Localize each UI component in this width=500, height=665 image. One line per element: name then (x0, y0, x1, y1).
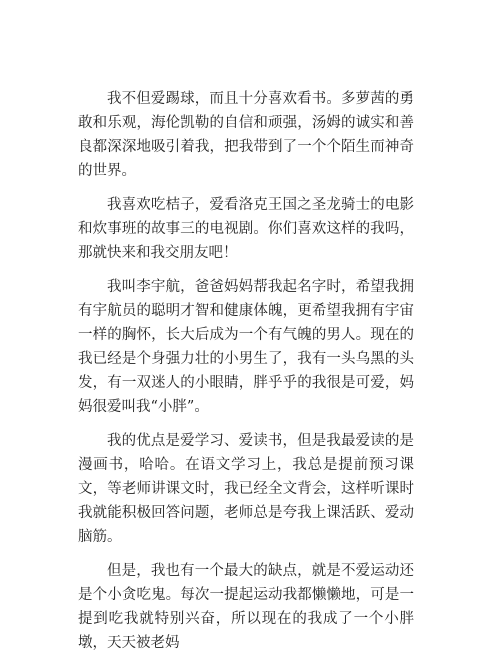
paragraph-2: 我喜欢吃桔子，爱看洛克王国之圣龙骑士的电影和炊事班的故事三的电视剧。你们喜欢这样的我吗，那就快来和我交朋友吧！ (78, 197, 414, 261)
paragraph-3: 我叫李宇航，爸爸妈妈帮我起名字时，希望我拥有宇航员的聪明才智和健康体魄，更希望我拥有宇宙一样的胸怀，长大后成为一个有气魄的男人。现在的我已经是个身强力壮的小男生了，我有一头乌黑的头发，有一双迷人的小眼睛，胖乎乎的我很是可爱，妈妈很爱叫我“小胖”。 (78, 279, 414, 415)
paragraph-5: 但是，我也有一个最大的缺点，就是不爱运动还是个小贪吃鬼。每次一提起运动我都懒懒地，可是一提到吃我就特别兴奋，所以现在的我成了一个小胖墩，天天被老妈 (78, 563, 414, 651)
essay-body (78, 87, 414, 665)
paragraph-4: 我的优点是爱学习、爱读书，但是我最爱读的是漫画书，哈哈。在语文学习上，我总是提前预习课文，等老师讲课文时，我已经全文背会，这样听课时我就能积极回答问题，老师总是夸我上课活跃、爱动脑筋。 (78, 433, 414, 545)
paragraph-1: 我不但爱踢球，而且十分喜欢看书。多萝茜的勇敢和乐观，海伦凯勒的自信和顽强，汤姆的诚实和善良都深深地吸引着我，把我带到了一个个陌生而神奇的世界。 (78, 91, 414, 179)
